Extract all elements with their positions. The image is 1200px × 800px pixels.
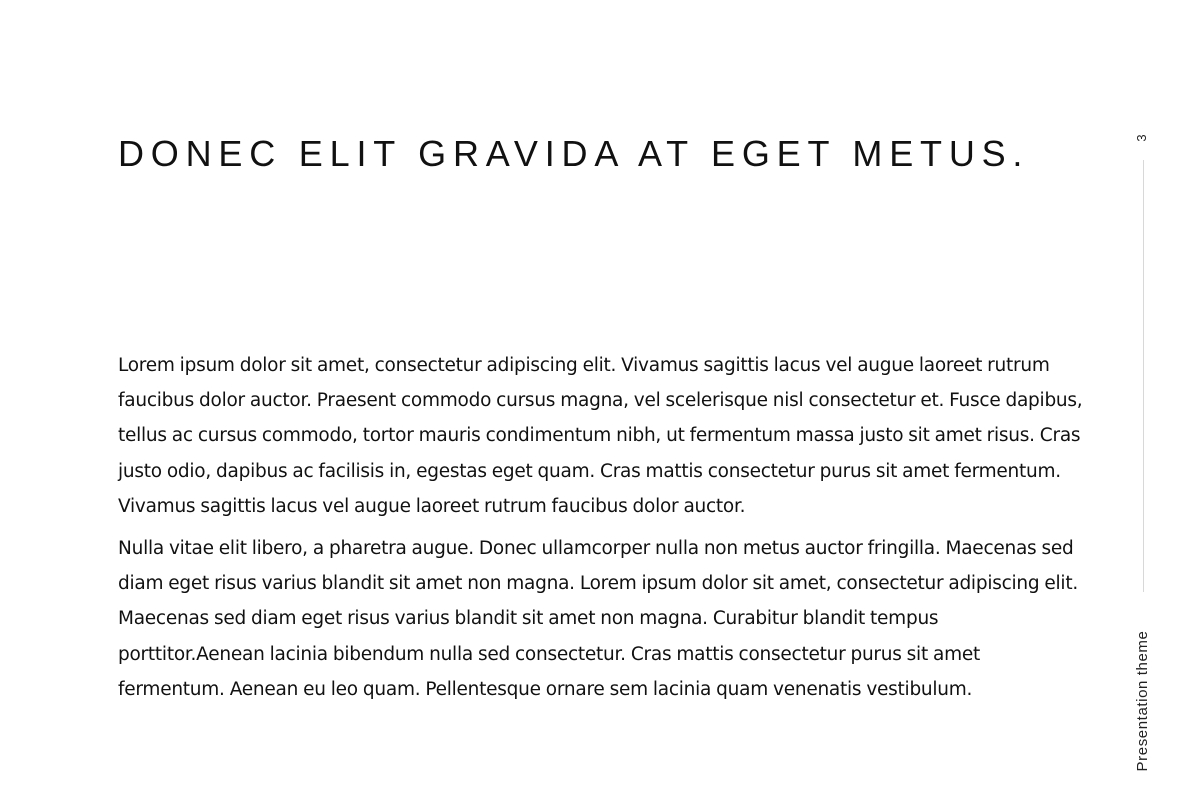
slide-body [118,348,1088,714]
presentation-theme-label: Presentation theme [1134,630,1151,772]
body-paragraph-1: Lorem ipsum dolor sit amet, consectetur adipiscing elit. Vivamus sagittis lacus vel augue laoreet rutrum faucibus dolor auctor. Praesent commodo cursus magna, vel scelerisque nisl consectetur et. Fusce dapibus, tellus ac cursus commodo, tortor mauris condimentum nibh, ut fermentum massa justo sit amet risus. Cras justo odio, dapibus ac facilisis in, egestas eget quam. Cras mattis consectetur purus sit amet fermentum. Vivamus sagittis lacus vel augue laoreet rutrum faucibus dolor auctor. [118,355,1083,517]
body-paragraph-2: Nulla vitae elit libero, a pharetra augue. Donec ullamcorper nulla non metus auctor fringilla. Maecenas sed diam eget risus varius blandit sit amet non magna. Lorem ipsum dolor sit amet, consectetur adipiscing elit. Maecenas sed diam eget risus varius blandit sit amet non magna. Curabitur blandit tempus porttitor.Aenean lacinia bibendum nulla sed consectetur. Cras mattis consectetur purus sit amet fermentum. Aenean eu leo quam. Pellentesque ornare sem lacinia quam venenatis vestibulum. [118,538,1078,700]
page-number: 3 [1134,134,1149,142]
slide-title: DONEC ELIT GRAVIDA AT EGET METUS. [118,133,1030,174]
side-rail-divider [1143,160,1144,592]
